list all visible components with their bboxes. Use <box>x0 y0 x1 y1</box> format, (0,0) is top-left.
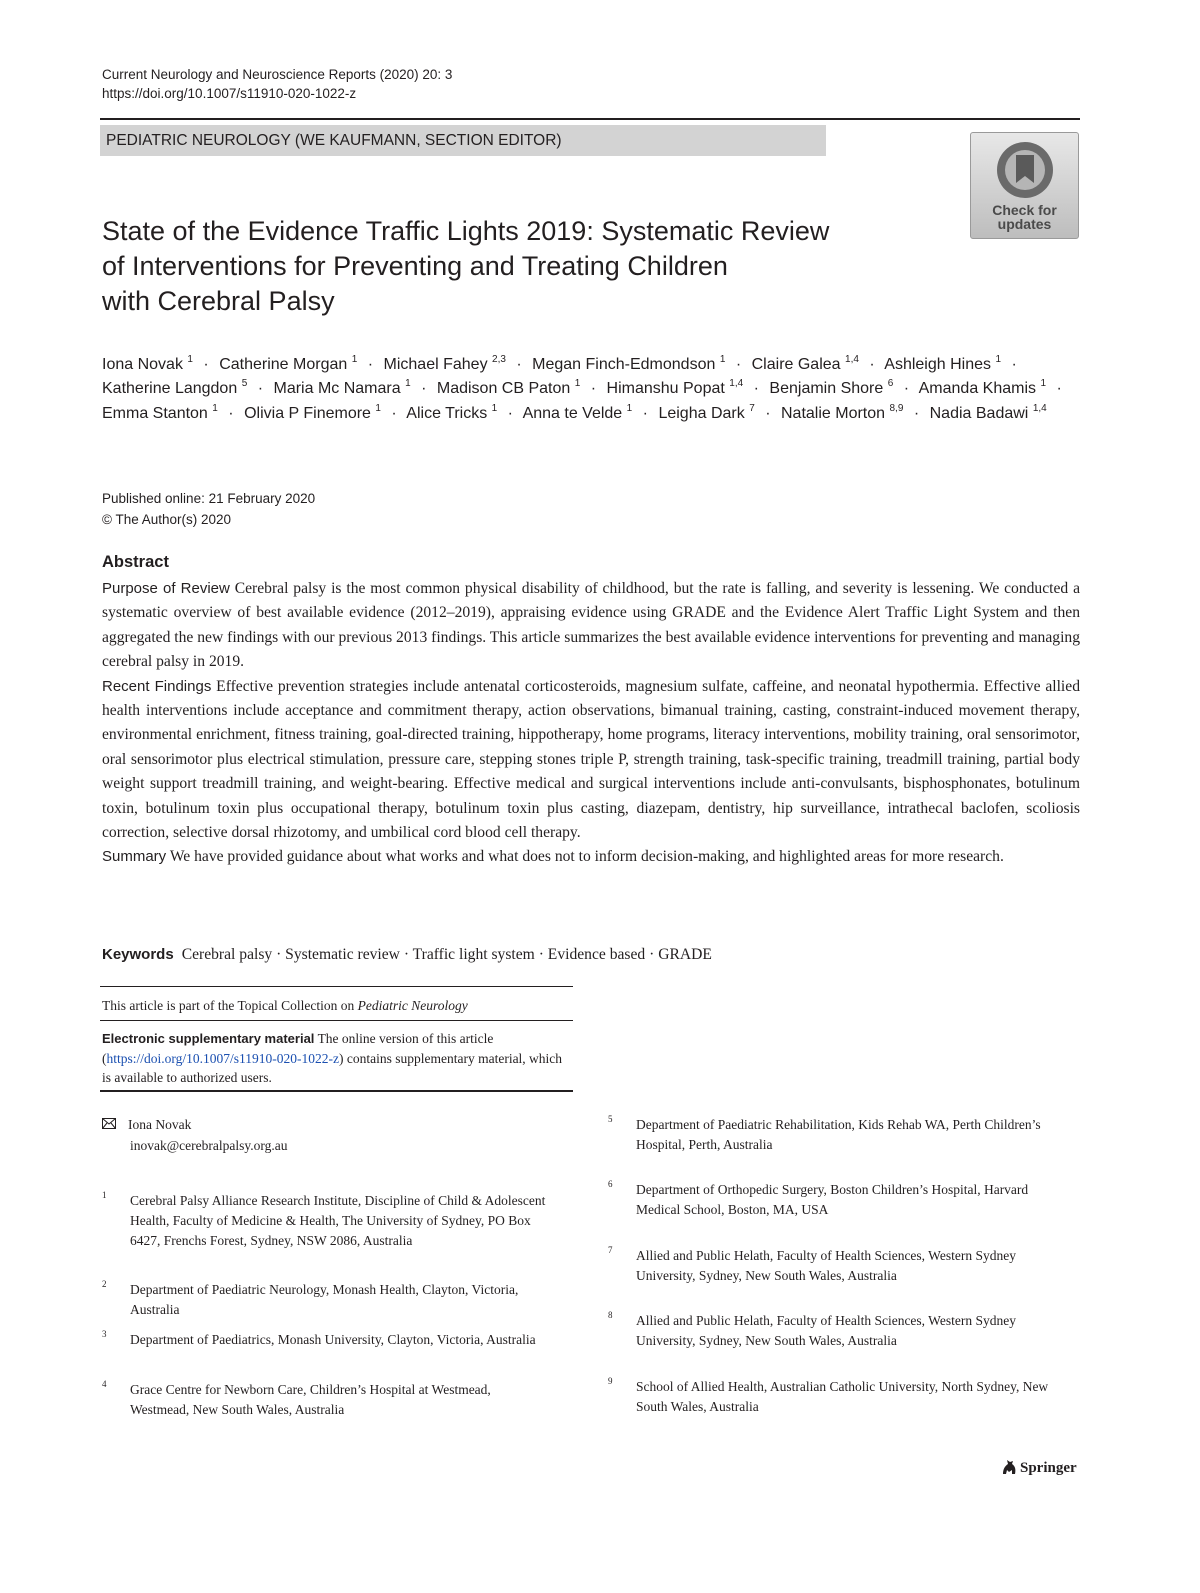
author-separator: · <box>642 404 648 422</box>
author-name[interactable] <box>769 380 893 397</box>
footnote-rule-bottom <box>100 1090 573 1092</box>
author-name-text: Benjamin Shore <box>769 380 884 398</box>
author-affiliation-ref: 1 <box>995 354 1002 365</box>
author-affiliation-ref: 1 <box>375 402 381 414</box>
affiliation-item <box>608 1377 1053 1417</box>
author-affiliation-ref: 1 <box>187 354 193 365</box>
affiliation-number: 5 <box>608 1114 613 1124</box>
findings-text: Effective prevention strategies include antenatal corticosteroids, magnesium sulfate, caffeine, and neonatal hypothermia. Effective allied health interventions include acceptance and commitment therapy, action observations, bimanual training, casting, constraint-induced movement therapy, environmental enrichment, fitness training, goal-directed training, hippotherapy, home programs, literacy interventions, mobility training, oral sensorimotor, oral sensorimotor plus electrical stimulation, pressure care, stepping stones triple P, strength training, task-specific training, treadmill training, partial body weight support treadmill training, and weight-bearing. Effective medical and surgical interventions include anti-convulsants, bisphosphonates, botulinum toxin, botulinum toxin plus occupational therapy, botulinum toxin plus casting, diazepam, dentistry, hip surveillance, intrathecal baclofen, scoliosis correction, selective dorsal rhizotomy, and umbilical cord blood cell therapy. <box>102 677 1080 842</box>
publication-info <box>102 489 315 530</box>
author-affiliation-ref: 7 <box>749 402 755 414</box>
journal-citation: Current Neurology and Neuroscience Reports (2020) 20: 3 <box>102 67 453 82</box>
check-for-updates-button[interactable] <box>970 132 1079 239</box>
author-name-text: Megan Finch-Edmondson <box>532 356 716 373</box>
affiliation-text: Department of Orthopedic Surgery, Boston Children’s Hospital, Harvard Medical School, Boston, MA, USA <box>636 1182 1029 1217</box>
topical-collection-note: This article is part of the Topical Collection on Pediatric Neurology <box>102 998 468 1013</box>
affiliation-text: Department of Paediatric Rehabilitation, Kids Rehab WA, Perth Children’s Hospital, Perth, Australia <box>636 1117 1041 1152</box>
author-affiliation-ref: 5 <box>241 378 248 390</box>
author-affiliation-ref: 1 <box>351 354 358 365</box>
bookmark-circle-icon <box>994 139 1056 201</box>
author-name[interactable] <box>437 380 580 397</box>
author-name[interactable] <box>658 402 755 422</box>
springer-logo: Springer <box>1000 1459 1077 1477</box>
author-name-text: Michael Fahey <box>383 356 488 373</box>
check-for-updates-label: Check for updates <box>992 202 1057 232</box>
author-name-text: Madison CB Paton <box>436 380 571 398</box>
purpose-label: Purpose of Review <box>102 580 230 597</box>
author-name-text: Claire Galea <box>751 356 841 373</box>
author-name-text: Amanda Khamis <box>918 380 1037 398</box>
journal-header <box>102 65 452 103</box>
author-name[interactable] <box>522 402 633 422</box>
affiliation-number: 1 <box>102 1190 107 1200</box>
affiliation-number: 8 <box>608 1310 613 1320</box>
author-separator: · <box>869 356 875 373</box>
affiliation-item <box>102 1380 547 1420</box>
author-name[interactable] <box>919 380 1046 397</box>
keywords-label: Keywords <box>102 946 174 963</box>
affiliation-number: 7 <box>608 1245 613 1255</box>
author-affiliation-ref: 8,9 <box>889 402 904 414</box>
author-name-text: Himanshu Popat <box>606 380 725 398</box>
author-affiliation-ref: 1 <box>405 378 411 390</box>
author-separator: · <box>391 404 397 422</box>
summary-label: Summary <box>102 848 167 866</box>
envelope-icon <box>102 1115 116 1136</box>
affiliation-item <box>608 1311 1053 1351</box>
author-list <box>102 353 1087 426</box>
affiliation-number: 2 <box>102 1279 107 1289</box>
contact-name: Iona Novak <box>128 1117 192 1132</box>
author-name-text: Emma Stanton <box>102 404 208 422</box>
abstract-body <box>102 577 1080 870</box>
supplementary-note: Electronic supplementary material The online version of this article (https://doi.org/10.1007/s11910-020-1022-z) contains supplementary material, which is available to authorized users. <box>102 1031 563 1085</box>
author-affiliation-ref: 2,3 <box>492 354 506 365</box>
author-separator: · <box>203 356 209 373</box>
footnote-rule-mid <box>100 1020 573 1021</box>
author-separator: · <box>257 380 264 398</box>
affiliation-text: Allied and Public Helath, Faculty of Health Sciences, Western Sydney University, Sydney, New South Wales, Australia <box>636 1248 1016 1283</box>
author-separator: · <box>765 404 771 422</box>
article-title: State of the Evidence Traffic Lights 2019: Systematic Review of Interventions for Preventing and Treating Children with Cerebral Palsy <box>102 216 830 316</box>
purpose-text: Cerebral palsy is the most common physical disability of childhood, but the rate is falling, and severity is lessening. We conducted a systematic overview of best available evidence (2012–2019), appraising evidence using GRADE and the Evidence Alert Traffic Light System and then aggregated the new findings with our previous 2013 findings. This article summarizes the best available evidence interventions for preventing and managing cerebral palsy in 2019. <box>102 580 1080 671</box>
affiliation-text: Department of Paediatrics, Monash University, Clayton, Victoria, Australia <box>130 1332 536 1347</box>
keywords-text: Cerebral palsy · Systematic review · Traffic light system · Evidence based · GRADE <box>181 946 712 963</box>
author-name[interactable] <box>384 356 506 373</box>
affiliation-item <box>608 1180 1053 1220</box>
affiliation-text: Allied and Public Helath, Faculty of Health Sciences, Western Sydney University, Sydney, New South Wales, Australia <box>636 1313 1016 1348</box>
affiliation-item <box>102 1191 547 1251</box>
author-name-text: Katherine Langdon <box>102 380 238 398</box>
affiliation-text: School of Allied Health, Australian Catholic University, North Sydney, New South Wales, Australia <box>636 1379 1049 1414</box>
keywords <box>102 946 712 964</box>
author-name-text: Maria Mc Namara <box>273 380 401 398</box>
author-name[interactable] <box>929 402 1047 422</box>
author-name[interactable] <box>244 402 381 422</box>
supplementary-label: Electronic supplementary material <box>102 1031 315 1046</box>
affiliation-number: 3 <box>102 1329 107 1339</box>
author-affiliation-ref: 1 <box>574 378 581 390</box>
affiliation-text: Department of Paediatric Neurology, Monash Health, Clayton, Victoria, Australia <box>130 1282 519 1317</box>
supplementary-link[interactable]: https://doi.org/10.1007/s11910-020-1022-z <box>106 1050 339 1066</box>
author-name-text: Leigha Dark <box>658 404 745 422</box>
author-separator: · <box>753 380 759 398</box>
author-name-text: Anna te Velde <box>522 404 623 422</box>
author-separator: · <box>367 356 374 373</box>
author-separator: · <box>590 380 597 398</box>
author-name[interactable] <box>273 380 410 397</box>
author-separator: · <box>507 404 513 422</box>
affiliation-number: 6 <box>608 1179 613 1189</box>
author-name[interactable] <box>102 402 218 422</box>
author-name[interactable] <box>102 356 193 373</box>
author-name[interactable] <box>752 356 859 373</box>
author-separator: · <box>421 380 427 398</box>
published-date: Published online: 21 February 2020 <box>102 491 316 506</box>
copyright: © The Author(s) 2020 <box>102 511 232 527</box>
findings-label: Recent Findings <box>102 677 212 695</box>
topical-collection-name: Pediatric Neurology <box>357 998 468 1013</box>
affiliation-item <box>102 1280 547 1320</box>
author-name-text: Natalie Morton <box>780 404 886 422</box>
author-affiliation-ref: 1 <box>212 402 218 414</box>
author-name[interactable] <box>406 402 498 422</box>
springer-horse-icon <box>1000 1459 1018 1475</box>
summary-text: We have provided guidance about what works and what does not to inform decision-making, and highlighted areas for more research. <box>169 848 1004 866</box>
author-affiliation-ref: 1 <box>719 354 726 365</box>
author-separator: · <box>1056 380 1062 398</box>
author-affiliation-ref: 1,4 <box>729 378 744 390</box>
affiliation-number: 9 <box>608 1376 613 1386</box>
footnote-rule-top <box>100 986 573 987</box>
author-name-text: Olivia P Finemore <box>244 404 371 422</box>
author-name[interactable] <box>532 356 725 373</box>
author-separator: · <box>735 356 742 373</box>
author-name-text: Iona Novak <box>102 356 183 373</box>
author-name[interactable] <box>884 356 1001 373</box>
abstract-summary <box>102 845 1080 869</box>
author-name-text: Ashleigh Hines <box>884 356 991 373</box>
author-affiliation-ref: 1 <box>491 402 498 414</box>
abstract-purpose <box>102 577 1080 675</box>
author-affiliation-ref: 6 <box>887 378 894 390</box>
author-affiliation-ref: 1 <box>626 402 633 414</box>
author-name[interactable] <box>607 380 744 397</box>
abstract-findings <box>102 675 1080 846</box>
journal-doi[interactable]: https://doi.org/10.1007/s11910-020-1022-z <box>102 86 357 101</box>
affiliation-item <box>102 1330 547 1350</box>
author-separator: · <box>1011 356 1017 373</box>
affiliation-text: Cerebral Palsy Alliance Research Institute, Discipline of Child & Adolescent Health, Faculty of Medicine & Health, The University of Sydney, PO Box 6427, Frenchs Forest, Sydney, NSW 2086, Australia <box>130 1193 546 1248</box>
author-name-text: Nadia Badawi <box>929 404 1029 422</box>
author-separator: · <box>903 380 910 398</box>
author-name[interactable] <box>102 380 247 397</box>
author-separator: · <box>228 404 234 422</box>
affiliation-number: 4 <box>102 1379 107 1389</box>
author-separator: · <box>913 404 920 422</box>
affiliation-text: Grace Centre for Newborn Care, Children’s Hospital at Westmead, Westmead, New South Wales, Australia <box>130 1382 491 1417</box>
contact-email[interactable]: inovak@cerebralpalsy.org.au <box>130 1137 288 1153</box>
header-rule <box>100 118 1080 120</box>
section-band: PEDIATRIC NEUROLOGY (WE KAUFMANN, SECTION EDITOR) <box>100 125 826 156</box>
author-name-text: Catherine Morgan <box>219 356 348 373</box>
author-affiliation-ref: 1,4 <box>1032 402 1047 414</box>
author-separator: · <box>516 356 522 373</box>
abstract-heading: Abstract <box>102 553 169 571</box>
author-name[interactable] <box>219 356 357 373</box>
author-affiliation-ref: 1 <box>1040 378 1047 390</box>
affiliation-item <box>608 1246 1053 1286</box>
author-name[interactable] <box>780 402 904 422</box>
affiliation-item <box>608 1115 1053 1155</box>
author-name-text: Alice Tricks <box>406 404 488 422</box>
author-affiliation-ref: 1,4 <box>845 354 859 365</box>
corresponding-author <box>102 1115 288 1156</box>
